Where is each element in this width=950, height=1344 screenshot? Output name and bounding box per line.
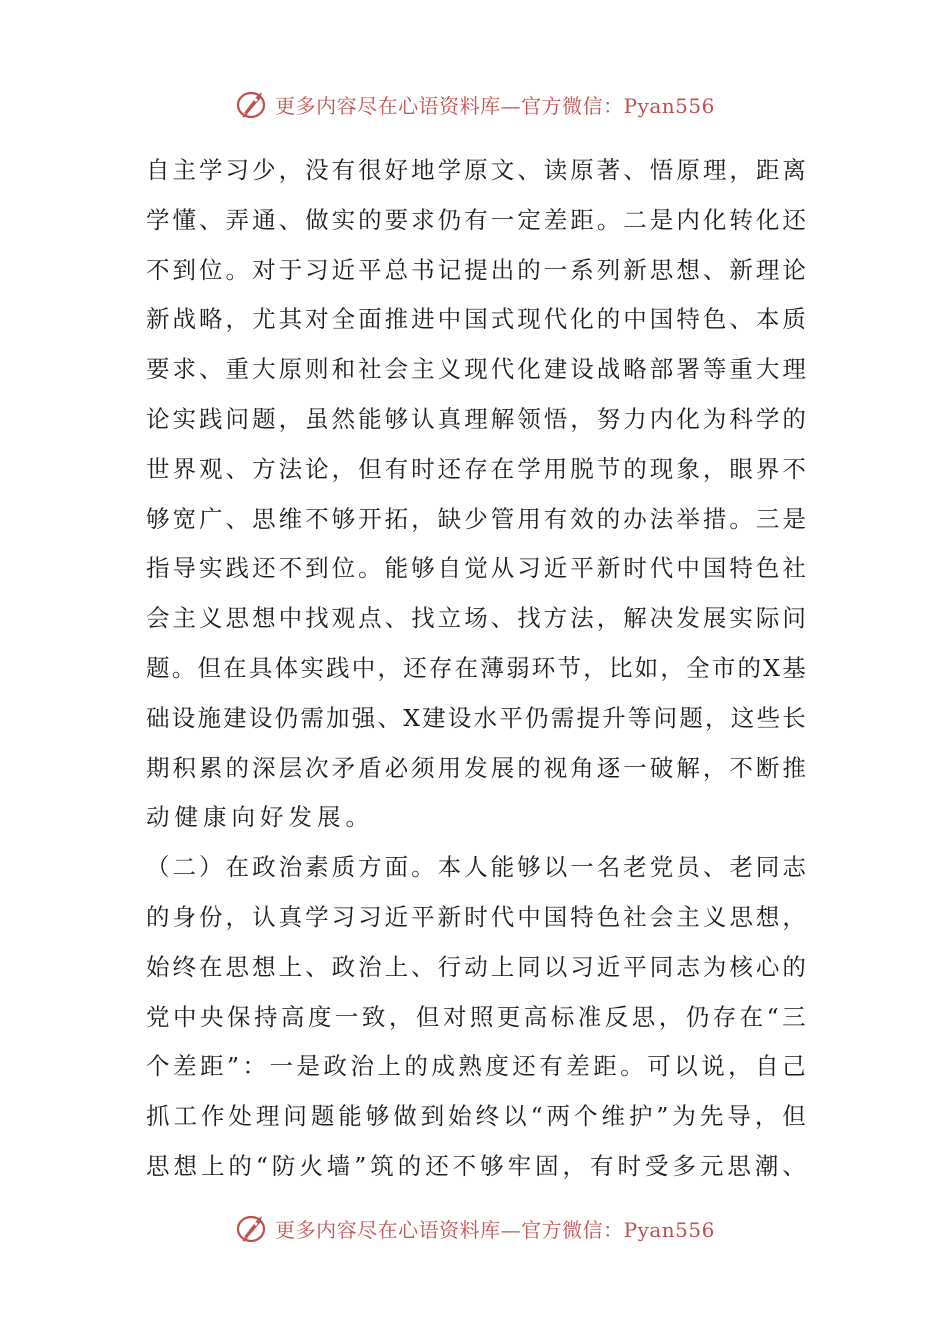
footer-watermark-banner — [0, 1208, 950, 1248]
document-body — [146, 146, 806, 1192]
paragraph-line: 指 导 实 践 还 不 到 位 。 能 够 自 觉 从 习 近 平 新 时 代 中 国 特 色 社 — [146, 554, 806, 583]
header-watermark-text: 更多内容尽在心语资料库—官方微信：Pyan556 — [275, 93, 715, 118]
paragraph-line: 够 宽 广 、 思 维 不 够 开 拓 ， 缺 少 管 用 有 效 的 办 法 举 措 。 三 是 — [146, 504, 806, 533]
paragraph-line: 动健康向好发展。 — [146, 803, 374, 832]
paragraph-line: 要 求 、 重 大 原 则 和 社 会 主 义 现 代 化 建 设 战 略 部 署 等 重 大 理 — [146, 355, 806, 384]
header-watermark-banner — [0, 84, 950, 124]
paragraph-line: 始 终 在 思 想 上 、 政 治 上 、 行 动 上 同 以 习 近 平 同 志 为 核 心 的 — [146, 952, 806, 981]
paragraph-line: 题 。 但 在 具 体 实 践 中 ， 还 存 在 薄 弱 环 节 ， 比 如 ， 全 市 的 X 基 — [146, 653, 806, 682]
pen-nib-logo-icon — [235, 86, 271, 122]
paragraph-line: 论 实 践 问 题 ， 虽 然 能 够 认 真 理 解 领 悟 ， 努 力 内 化 为 科 学 的 — [146, 404, 806, 433]
paragraph-line: （ 二 ） 在 政 治 素 质 方 面 。 本 人 能 够 以 一 名 老 党 员 、 老 同 志 — [146, 853, 806, 882]
paragraph-line: 思 想 上 的 “ 防 火 墙 ” 筑 的 还 不 够 牢 固 ， 有 时 受 多 元 思 潮 、 — [146, 1151, 806, 1180]
paragraph-line: 党 中 央 保 持 高 度 一 致 ， 但 对 照 更 高 标 准 反 思 ， 仍 存 在 “ 三 — [146, 1002, 806, 1031]
paragraph-line: 个 差 距 ” ： 一 是 政 治 上 的 成 熟 度 还 有 差 距 。 可 以 说 ， 自 己 — [146, 1052, 806, 1081]
paragraph-line: 不 到 位 。 对 于 习 近 平 总 书 记 提 出 的 一 系 列 新 思 想 、 新 理 论 — [146, 255, 806, 284]
paragraph-line: 的 身 份 ， 认 真 学 习 习 近 平 新 时 代 中 国 特 色 社 会 主 义 思 想 ， — [146, 902, 806, 931]
paragraph-line: 期 积 累 的 深 层 次 矛 盾 必 须 用 发 展 的 视 角 逐 一 破 解 ， 不 断 推 — [146, 753, 806, 782]
paragraph-line: 抓 工 作 处 理 问 题 能 够 做 到 始 终 以 “ 两 个 维 护 ” 为 先 导 ， 但 — [146, 1102, 806, 1131]
paragraph-line: 学 懂 、 弄 通 、 做 实 的 要 求 仍 有 一 定 差 距 。 二 是 内 化 转 化 还 — [146, 205, 806, 234]
paragraph-line: 世 界 观 、 方 法 论 ， 但 有 时 还 存 在 学 用 脱 节 的 现 象 ， 眼 界 不 — [146, 454, 806, 483]
paragraph-line: 新 战 略 ， 尤 其 对 全 面 推 进 中 国 式 现 代 化 的 中 国 特 色 、 本 质 — [146, 305, 806, 334]
paragraph-line: 会 主 义 思 想 中 找 观 点 、 找 立 场 、 找 方 法 ， 解 决 发 展 实 际 问 — [146, 604, 806, 633]
paragraph-line: 自 主 学 习 少 ， 没 有 很 好 地 学 原 文 、 读 原 著 、 悟 原 理 ， 距 离 — [146, 156, 806, 184]
paragraph-line: 础 设 施 建 设 仍 需 加 强 、 X 建 设 水 平 仍 需 提 升 等 问 题 ， 这 些 长 — [146, 703, 806, 732]
pen-nib-logo-icon — [235, 1210, 271, 1246]
footer-watermark-text: 更多内容尽在心语资料库—官方微信：Pyan556 — [275, 1217, 715, 1242]
